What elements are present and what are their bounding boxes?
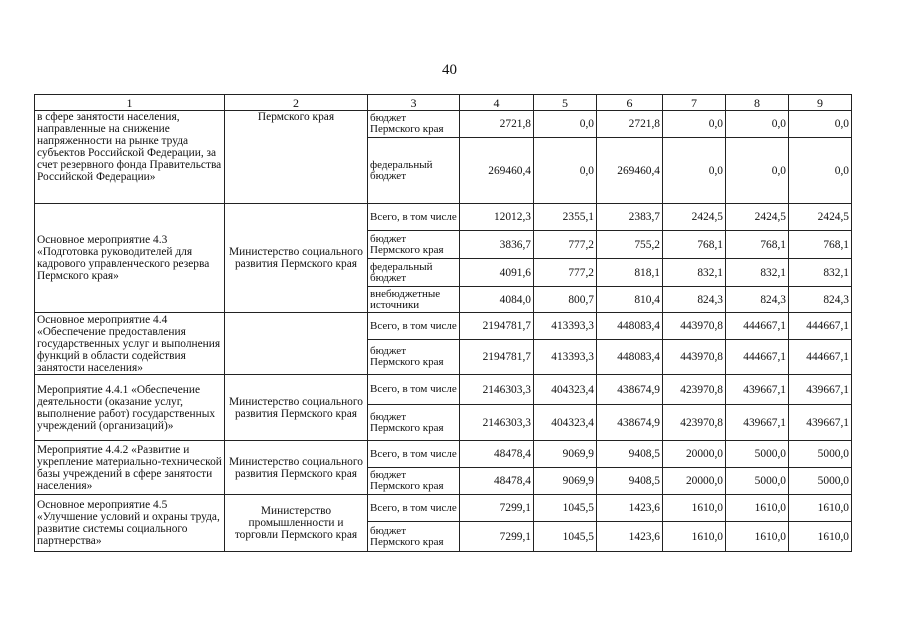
amount-cell: 2721,8	[597, 111, 663, 138]
amount-cell: 0,0	[663, 138, 726, 204]
amount-cell: 9408,5	[597, 441, 663, 468]
amount-cell: 0,0	[534, 111, 597, 138]
amount-cell: 439667,1	[789, 405, 852, 441]
funding-source: бюджет Пермского края	[368, 111, 460, 138]
funding-source: бюджет Пермского края	[368, 468, 460, 495]
amount-cell: 413393,3	[534, 313, 597, 340]
funding-source: Всего, в том числе	[368, 441, 460, 468]
responsible-executor: Министерство социального развития Пермского края	[225, 204, 368, 313]
amount-cell: 2424,5	[726, 204, 789, 231]
amount-cell: 48478,4	[460, 441, 534, 468]
amount-cell: 7299,1	[460, 522, 534, 552]
amount-cell: 777,2	[534, 231, 597, 259]
amount-cell: 0,0	[663, 111, 726, 138]
amount-cell: 2146303,3	[460, 405, 534, 441]
amount-cell: 269460,4	[460, 138, 534, 204]
amount-cell: 404323,4	[534, 405, 597, 441]
amount-cell: 0,0	[726, 138, 789, 204]
amount-cell: 5000,0	[789, 468, 852, 495]
amount-cell: 2355,1	[534, 204, 597, 231]
amount-cell: 1610,0	[789, 522, 852, 552]
amount-cell: 444667,1	[726, 313, 789, 340]
activity-description: Основное мероприятие 4.5 «Улучшение условий и охраны труда, развитие системы социального партнерства»	[35, 495, 225, 552]
column-header: 7	[663, 95, 726, 111]
table-row	[35, 111, 852, 138]
column-header: 6	[597, 95, 663, 111]
amount-cell: 824,3	[726, 287, 789, 313]
amount-cell: 832,1	[726, 259, 789, 287]
column-header: 1	[35, 95, 225, 111]
amount-cell: 818,1	[597, 259, 663, 287]
amount-cell: 768,1	[663, 231, 726, 259]
column-header: 9	[789, 95, 852, 111]
amount-cell: 1045,5	[534, 495, 597, 522]
table-row	[35, 375, 852, 405]
page-number: 40	[442, 62, 457, 78]
column-header: 5	[534, 95, 597, 111]
amount-cell: 0,0	[789, 111, 852, 138]
funding-source: Всего, в том числе	[368, 313, 460, 340]
amount-cell: 832,1	[789, 259, 852, 287]
responsible-executor: Пермского края	[225, 111, 368, 204]
amount-cell: 2383,7	[597, 204, 663, 231]
amount-cell: 7299,1	[460, 495, 534, 522]
amount-cell: 810,4	[597, 287, 663, 313]
amount-cell: 1610,0	[663, 495, 726, 522]
amount-cell: 1610,0	[789, 495, 852, 522]
amount-cell: 48478,4	[460, 468, 534, 495]
amount-cell: 824,3	[789, 287, 852, 313]
amount-cell: 9069,9	[534, 468, 597, 495]
amount-cell: 448083,4	[597, 313, 663, 340]
responsible-executor: Министерство социального развития Пермского края	[225, 441, 368, 495]
table-row	[35, 441, 852, 468]
amount-cell: 423970,8	[663, 405, 726, 441]
column-header: 2	[225, 95, 368, 111]
amount-cell: 444667,1	[726, 340, 789, 375]
amount-cell: 443970,8	[663, 313, 726, 340]
activity-description: Мероприятие 4.4.1 «Обеспечение деятельности (оказание услуг, выполнение работ) государственных учреждений (организаций)»	[35, 375, 225, 441]
amount-cell: 438674,9	[597, 375, 663, 405]
table-row	[35, 313, 852, 340]
amount-cell: 1610,0	[663, 522, 726, 552]
column-header: 8	[726, 95, 789, 111]
table-row	[35, 495, 852, 522]
amount-cell: 444667,1	[789, 313, 852, 340]
activity-description: Основное мероприятие 4.4 «Обеспечение предоставления государственных услуг и выполнения функций в области содействия занятости населения»	[35, 313, 225, 375]
funding-source: бюджет Пермского края	[368, 340, 460, 375]
amount-cell: 777,2	[534, 259, 597, 287]
amount-cell: 1610,0	[726, 522, 789, 552]
amount-cell: 448083,4	[597, 340, 663, 375]
responsible-executor: Министерство социального развития Пермского края	[225, 375, 368, 441]
amount-cell: 1045,5	[534, 522, 597, 552]
funding-source: бюджет Пермского края	[368, 405, 460, 441]
amount-cell: 5000,0	[726, 441, 789, 468]
amount-cell: 413393,3	[534, 340, 597, 375]
amount-cell: 439667,1	[726, 375, 789, 405]
amount-cell: 755,2	[597, 231, 663, 259]
amount-cell: 5000,0	[789, 441, 852, 468]
amount-cell: 443970,8	[663, 340, 726, 375]
activity-description: Мероприятие 4.4.2 «Развитие и укрепление материально-технической базы учреждений в сфере занятости населения»	[35, 441, 225, 495]
amount-cell: 4084,0	[460, 287, 534, 313]
amount-cell: 20000,0	[663, 468, 726, 495]
amount-cell: 2721,8	[460, 111, 534, 138]
amount-cell: 832,1	[663, 259, 726, 287]
funding-source: Всего, в том числе	[368, 495, 460, 522]
amount-cell: 1610,0	[726, 495, 789, 522]
amount-cell: 20000,0	[663, 441, 726, 468]
amount-cell: 12012,3	[460, 204, 534, 231]
amount-cell: 444667,1	[789, 340, 852, 375]
column-header: 3	[368, 95, 460, 111]
amount-cell: 1423,6	[597, 495, 663, 522]
amount-cell: 2424,5	[663, 204, 726, 231]
amount-cell: 824,3	[663, 287, 726, 313]
funding-source: бюджет Пермского края	[368, 522, 460, 552]
amount-cell: 0,0	[534, 138, 597, 204]
responsible-executor	[225, 313, 368, 375]
amount-cell: 2146303,3	[460, 375, 534, 405]
amount-cell: 9069,9	[534, 441, 597, 468]
amount-cell: 768,1	[726, 231, 789, 259]
amount-cell: 438674,9	[597, 405, 663, 441]
amount-cell: 404323,4	[534, 375, 597, 405]
amount-cell: 5000,0	[726, 468, 789, 495]
amount-cell: 3836,7	[460, 231, 534, 259]
amount-cell: 800,7	[534, 287, 597, 313]
funding-source: Всего, в том числе	[368, 204, 460, 231]
amount-cell: 4091,6	[460, 259, 534, 287]
header-row	[35, 95, 852, 111]
funding-source: федеральный бюджет	[368, 138, 460, 204]
amount-cell: 439667,1	[726, 405, 789, 441]
amount-cell: 2424,5	[789, 204, 852, 231]
amount-cell: 0,0	[789, 138, 852, 204]
activity-description: Основное мероприятие 4.3 «Подготовка руководителей для кадрового управленческого резерва Пермского края»	[35, 204, 225, 313]
table-row	[35, 204, 852, 231]
funding-source: Всего, в том числе	[368, 375, 460, 405]
funding-source: внебюджетные источники	[368, 287, 460, 313]
amount-cell: 2194781,7	[460, 313, 534, 340]
amount-cell: 9408,5	[597, 468, 663, 495]
amount-cell: 1423,6	[597, 522, 663, 552]
funding-source: федеральный бюджет	[368, 259, 460, 287]
responsible-executor: Министерство промышленности и торговли Пермского края	[225, 495, 368, 552]
funding-source: бюджет Пермского края	[368, 231, 460, 259]
amount-cell: 0,0	[726, 111, 789, 138]
amount-cell: 269460,4	[597, 138, 663, 204]
budget-table	[34, 94, 852, 552]
amount-cell: 768,1	[789, 231, 852, 259]
column-header: 4	[460, 95, 534, 111]
amount-cell: 2194781,7	[460, 340, 534, 375]
activity-description: в сфере занятости населения, направленные на снижение напряженности на рынке труда субъектов Российской Федерации, за счет резервного фонда Правительства Российской Федерации»	[35, 111, 225, 204]
amount-cell: 423970,8	[663, 375, 726, 405]
amount-cell: 439667,1	[789, 375, 852, 405]
